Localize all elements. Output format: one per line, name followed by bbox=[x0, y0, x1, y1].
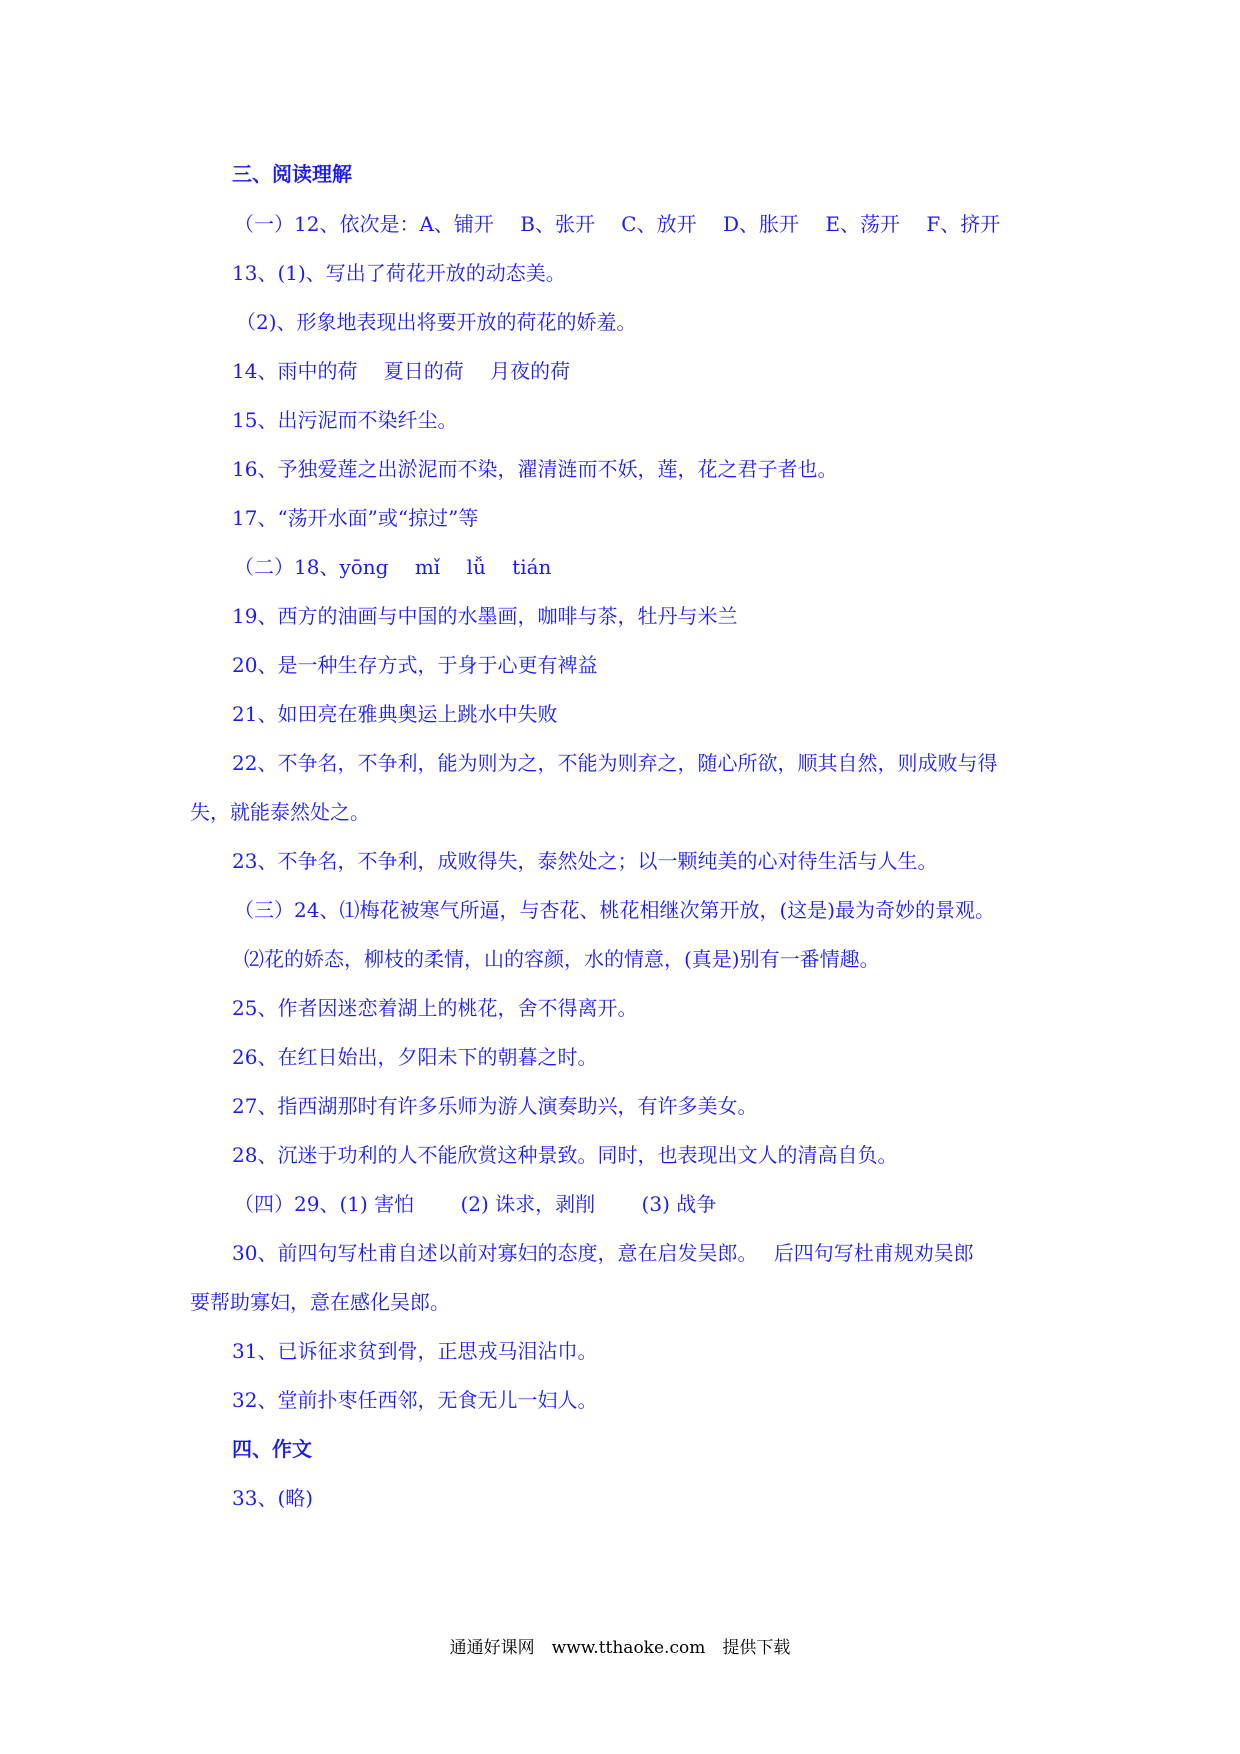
answer-line-23: 23、不争名，不争利，成败得失，泰然处之；以一颗纯美的心对待生活与人生。 bbox=[232, 849, 938, 873]
answer-line-25: 25、作者因迷恋着湖上的桃花，舍不得离开。 bbox=[232, 996, 638, 1020]
answer-line-22: 22、不争名，不争利，能为则为之，不能为则弃之，随心所欲，顺其自然，则成败与得 bbox=[232, 751, 998, 775]
section-heading-composition: 四、作文 bbox=[232, 1437, 312, 1461]
answer-line-16: 16、予独爱莲之出淤泥而不染，濯清涟而不妖，莲，花之君子者也。 bbox=[232, 457, 838, 481]
answer-line-27: 27、指西湖那时有许多乐师为游人演奏助兴，有许多美女。 bbox=[232, 1094, 758, 1118]
answer-line-26: 26、在红日始出，夕阳未下的朝暮之时。 bbox=[232, 1045, 598, 1069]
answer-line-24-2: ⑵花的娇态，柳枝的柔情，山的容颜，水的情意，(真是)别有一番情趣。 bbox=[244, 947, 880, 971]
answer-line-19: 19、西方的油画与中国的水墨画，咖啡与茶，牡丹与米兰 bbox=[232, 604, 738, 628]
answer-line-24-1: （三）24、⑴梅花被寒气所逼，与杏花、桃花相继次第开放，(这是)最为奇妙的景观。 bbox=[234, 898, 996, 922]
answer-line-14: 14、雨中的荷 夏日的荷 月夜的荷 bbox=[232, 359, 571, 383]
answer-line-18: （二）18、yōng mǐ lǚ tián bbox=[234, 555, 552, 579]
answer-line-13-1: 13、(1)、写出了荷花开放的动态美。 bbox=[232, 261, 566, 285]
answer-line-32: 32、堂前扑枣任西邻，无食无儿一妇人。 bbox=[232, 1388, 598, 1412]
answer-line-13-2: （2)、形象地表现出将要开放的荷花的娇羞。 bbox=[236, 310, 637, 334]
answer-line-21: 21、如田亮在雅典奥运上跳水中失败 bbox=[232, 702, 558, 726]
answer-line-31: 31、已诉征求贫到骨，正思戎马泪沾巾。 bbox=[232, 1339, 598, 1363]
section-heading-reading: 三、阅读理解 bbox=[232, 162, 352, 186]
answer-line-20: 20、是一种生存方式，于身于心更有裨益 bbox=[232, 653, 598, 677]
answer-line-30-cont: 要帮助寡妇，意在感化吴郎。 bbox=[190, 1290, 450, 1314]
answer-line-28: 28、沉迷于功利的人不能欣赏这种景致。同时，也表现出文人的清高自负。 bbox=[232, 1143, 898, 1167]
answer-line-17: 17、“荡开水面”或“掠过”等 bbox=[232, 506, 479, 530]
answer-line-33: 33、(略) bbox=[232, 1486, 314, 1510]
answer-line-22-cont: 失，就能泰然处之。 bbox=[190, 800, 370, 824]
answer-line-15: 15、出污泥而不染纤尘。 bbox=[232, 408, 458, 432]
page-footer: 通通好课网 www.tthaoke.com 提供下载 bbox=[449, 1638, 791, 1658]
answer-line-30: 30、前四句写杜甫自述以前对寡妇的态度，意在启发吴郎。 后四句写杜甫规劝吴郎 bbox=[232, 1241, 974, 1265]
answer-line-12: （一）12、依次是：A、铺开 B、张开 C、放开 D、胀开 E、荡开 F、挤开 bbox=[234, 212, 1001, 236]
answer-line-29: （四）29、(1) 害怕 (2) 诛求，剥削 (3) 战争 bbox=[234, 1192, 717, 1216]
